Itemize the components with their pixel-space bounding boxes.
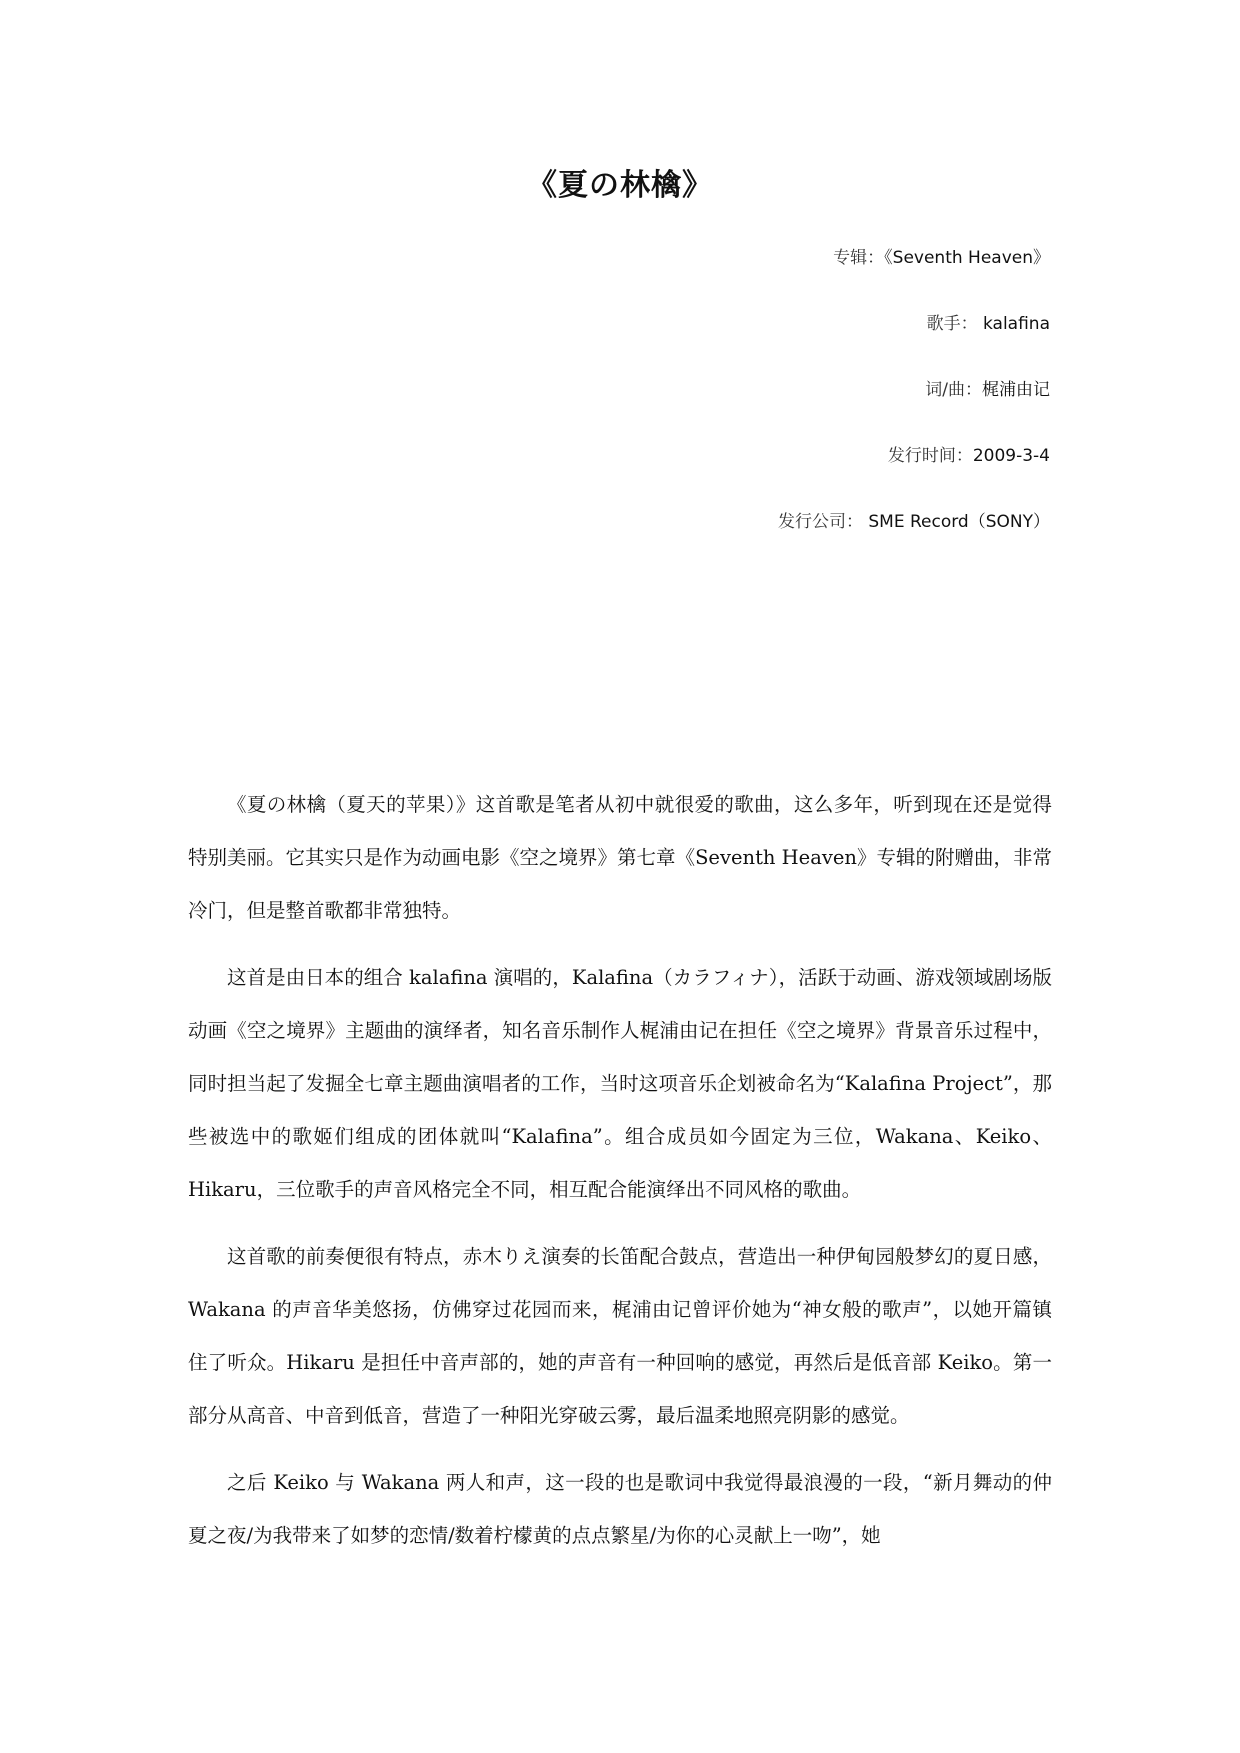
- meta-lyrics-composer-value: 梶浦由记: [982, 380, 1050, 400]
- meta-album-label: 专辑：: [833, 248, 885, 268]
- paragraph-intro-music: 这首歌的前奏便很有特点，赤木りえ演奏的长笛配合鼓点，营造出一种伊甸园般梦幻的夏日感，Wakana 的声音华美悠扬，仿佛穿过花园而来，梶浦由记曾评价她为“神女般的歌声”，以她开篇镇住了听众。Hikaru 是担任中音声部的，她的声音有一种回响的感觉，再然后是低音部 Keiko。第一部分从高音、中音到低音，营造了一种阳光穿破云雾，最后温柔地照亮阴影的感觉。: [188, 1245, 1052, 1427]
- paragraph-group: 这首是由日本的组合 kalafina 演唱的，Kalafina（カラフィナ），活跃于动画、游戏领域剧场版动画《空之境界》主题曲的演绎者，知名音乐制作人梶浦由记在担任《空之境界》背景音乐过程中，同时担当起了发掘全七章主题曲演唱者的工作，当时这项音乐企划被命名为“Kalafina Project”，那些被选中的歌姬们组成的团体就叫“Kalafina”。组合成员如今固定为三位，Wakana、Keiko、Hikaru，三位歌手的声音风格完全不同，相互配合能演绎出不同风格的歌曲。: [188, 966, 1052, 1201]
- article-body: [188, 778, 1052, 1576]
- meta-artist-label: 歌手：: [926, 314, 978, 334]
- meta-album-value: 《Seventh Heaven》: [884, 248, 1050, 268]
- meta-artist: [927, 309, 1050, 334]
- meta-lyrics-composer: [925, 375, 1050, 400]
- meta-release-date-label: 发行时间：: [887, 446, 973, 466]
- meta-album: [833, 243, 1050, 268]
- meta-artist-value: kalafina: [977, 314, 1050, 334]
- meta-lyrics-composer-label: 词/曲：: [925, 380, 982, 400]
- paragraph-intro: 《夏の林檎（夏天的苹果）》这首歌是笔者从初中就很爱的歌曲，这么多年，听到现在还是觉得特别美丽。它其实只是作为动画电影《空之境界》第七章《Seventh Heaven》专辑的附赠曲，非常冷门，但是整首歌都非常独特。: [188, 793, 1052, 922]
- meta-label-company-label: 发行公司：: [777, 512, 863, 532]
- meta-label-company: [778, 507, 1050, 532]
- meta-label-company-value: SME Record（SONY）: [862, 512, 1050, 532]
- document-title: 《夏の林檎》: [527, 168, 713, 203]
- meta-release-date: [888, 441, 1050, 466]
- meta-release-date-value: 2009-3-4: [972, 446, 1050, 466]
- paragraph-harmony: 之后 Keiko 与 Wakana 两人和声，这一段的也是歌词中我觉得最浪漫的一段，“新月舞动的仲夏之夜/为我带来了如梦的恋情/数着柠檬黄的点点繁星/为你的心灵献上一吻”，她: [188, 1471, 1052, 1547]
